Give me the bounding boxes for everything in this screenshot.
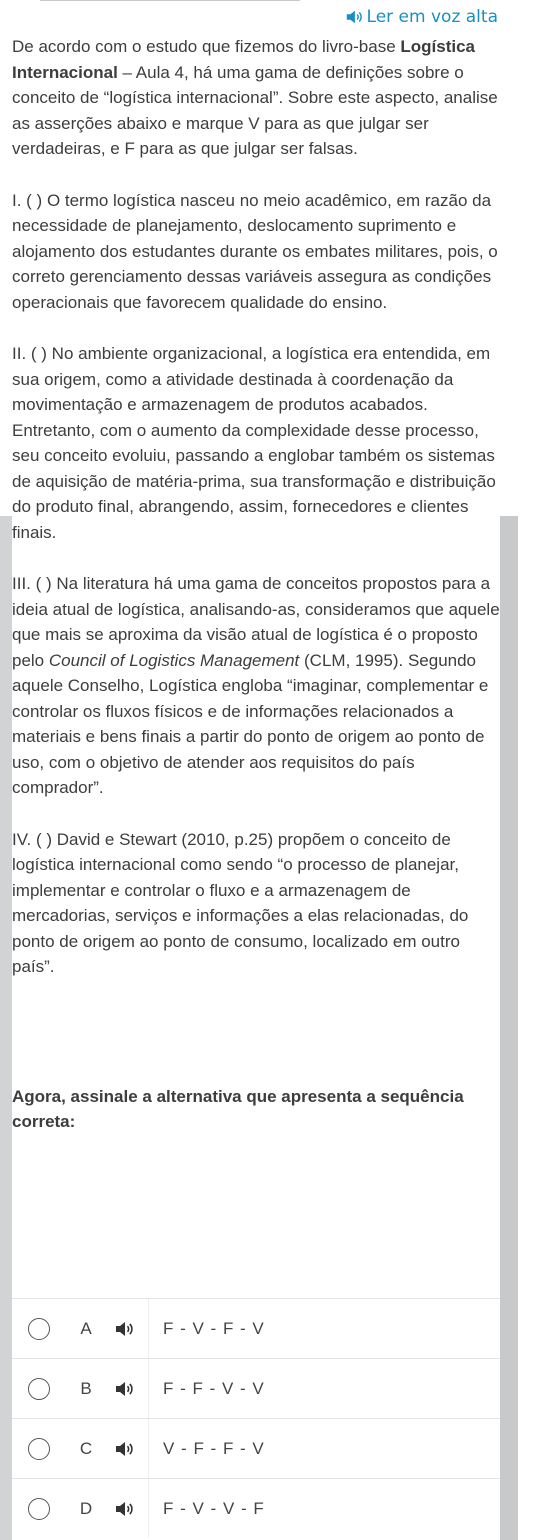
speaker-icon <box>345 8 363 26</box>
alternative-text: F - V - F - V <box>163 1318 265 1338</box>
assertion-3-text: III. ( ) Na literatura há uma gama de conceitos propostos para a ideia atual de logística, analisando-as, consideramos que aquele que mais se aproxima da visão atual de logística é o proposto pelo <box>12 574 500 670</box>
top-cutoff-line <box>0 0 534 4</box>
alternative-c[interactable] <box>12 1418 500 1478</box>
alternative-controls <box>12 1359 148 1418</box>
assertion-2: II. ( ) No ambiente organizacional, a logística era entendida, em sua origem, como a atividade destinada à coordenação da movimentação e armazenagem de produtos acabados. Entretanto, com o aumento da complexidade desse processo, seu conceito evoluiu, passando a englobar também os sistemas de aquisição de matéria-prima, sua transformação e distribuição do produto final, abrangendo, assim, fornecedores e clientes finais. <box>12 344 496 542</box>
read-aloud-label: Ler em voz alta <box>366 7 498 27</box>
alternatives-list <box>12 1298 500 1538</box>
alternative-controls <box>12 1479 148 1538</box>
alternative-text: F - V - V - F <box>163 1498 265 1518</box>
intro-text: De acordo com o estudo que fizemos do livro-base <box>12 37 401 56</box>
radio-button[interactable] <box>28 1438 50 1460</box>
assertion-3 <box>12 571 502 801</box>
alternative-controls <box>12 1299 148 1358</box>
alternative-letter: D <box>79 1498 93 1518</box>
alternative-controls <box>12 1419 148 1478</box>
assertion-3-text-continued: (CLM, 1995). Segundo aquele Conselho, Logística engloba “imaginar, complementar e controlar os fluxos físicos e de informações relacionados a materiais e bens finais a partir do ponto de origem ao ponto de uso, com o objetivo de atender aos requisitos do país comprador”. <box>12 650 489 797</box>
speaker-icon[interactable] <box>114 1380 136 1398</box>
radio-button[interactable] <box>28 1318 50 1340</box>
alternative-text: F - F - V - V <box>163 1378 265 1398</box>
alternative-b[interactable] <box>12 1358 500 1418</box>
left-gutter <box>0 516 12 1540</box>
read-aloud-button[interactable] <box>345 7 498 27</box>
assertion-4: IV. ( ) David e Stewart (2010, p.25) propõem o conceito de logística internacional como sendo “o processo de planejar, implementar e controlar o fluxo e a armazenagem de mercadorias, serviços e informações a elas relacionadas, do ponto de origem ao ponto de consumo, localizado em outro país”. <box>12 829 469 976</box>
scrollbar[interactable] <box>500 516 518 1540</box>
radio-button[interactable] <box>28 1378 50 1400</box>
assertion-1: I. ( ) O termo logística nasceu no meio acadêmico, em razão da necessidade de planejamento, deslocamento suprimento e alojamento dos estudantes durante os embates militares, pois, o correto gerenciamento dessas variáveis assegura as condições operacionais que favorecem qualidade do ensino. <box>12 190 498 312</box>
radio-button[interactable] <box>28 1498 50 1520</box>
alternative-letter: A <box>80 1318 92 1338</box>
question-prompt: Agora, assinale a alternativa que apresenta a sequência correta: <box>12 1086 464 1131</box>
speaker-icon[interactable] <box>114 1500 136 1518</box>
speaker-icon[interactable] <box>114 1320 136 1338</box>
alternative-text: V - F - F - V <box>163 1438 265 1458</box>
assertion-3-italic: Council of Logistics Management <box>48 650 300 670</box>
question-intro <box>12 34 502 162</box>
alternative-d[interactable] <box>12 1478 500 1538</box>
speaker-icon[interactable] <box>114 1440 136 1458</box>
alternative-a[interactable] <box>12 1298 500 1358</box>
alternative-letter: B <box>80 1378 92 1398</box>
book-title: Logística Internacional <box>12 37 475 82</box>
alternative-letter: C <box>79 1438 93 1458</box>
intro-text-continued: – Aula 4, há uma gama de definições sobre o conceito de “logística internacional”. Sobre este aspecto, analise as asserções abaixo e marque V para as que julgar ser verdadeiras, e F para as que julgar ser falsas. <box>12 62 498 158</box>
question-text <box>12 34 502 1161</box>
